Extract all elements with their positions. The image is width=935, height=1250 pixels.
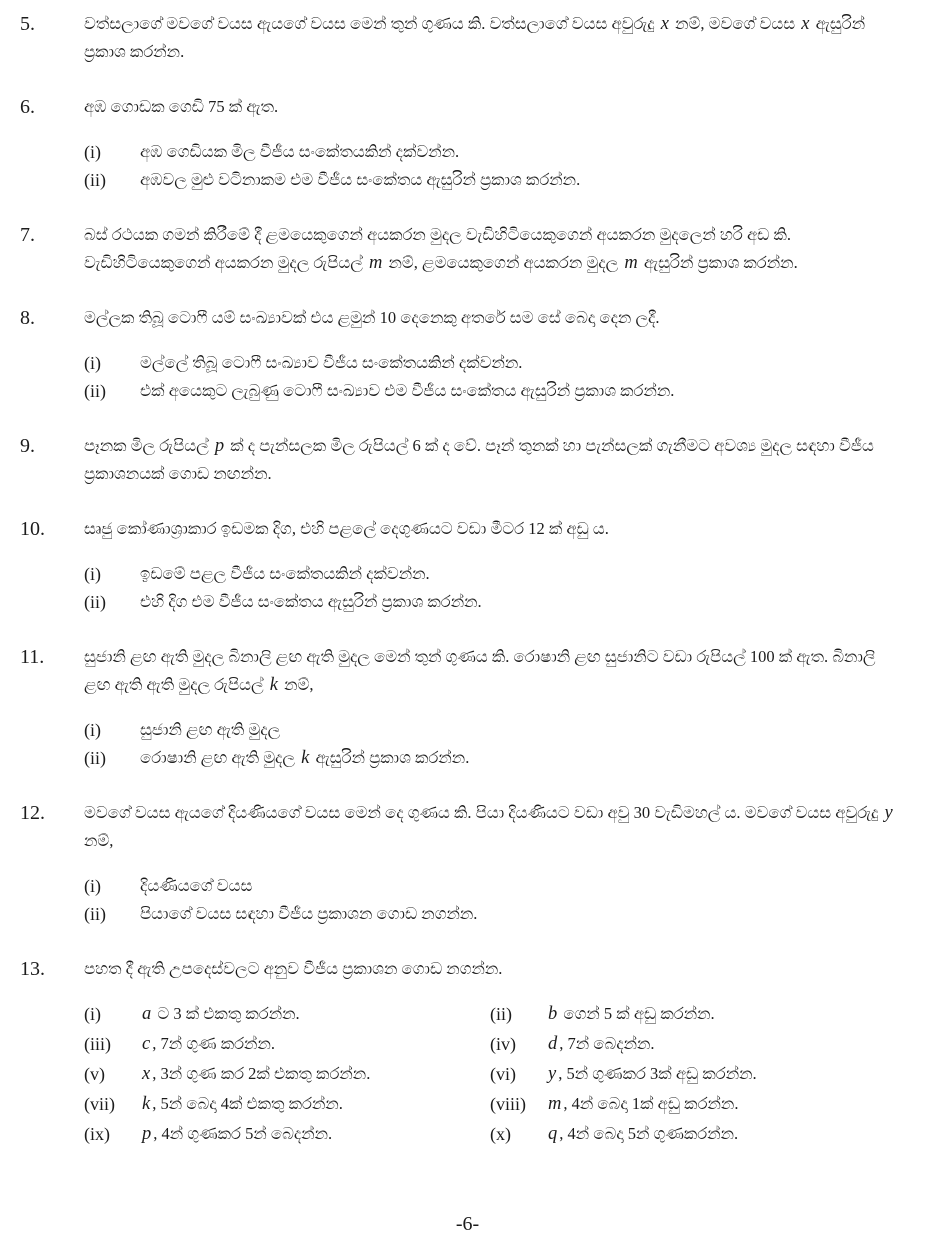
subitem-label: (iv) [490, 1034, 516, 1054]
subitem-label: (vii) [84, 1094, 115, 1114]
subitem-label: (viii) [490, 1094, 526, 1114]
subitem-text: පියාගේ වයස සඳහා වීජීය ප්‍රකාශන ගොඩ නගන්න. [140, 904, 478, 923]
subitem-text: d , 7න් බෙදන්න. [548, 1034, 655, 1054]
page-number: -6- [455, 1213, 480, 1235]
question-number: 7. [20, 224, 35, 246]
question-text: මවගේ වයස ඇයගේ දියණියගේ වයස මෙන් දෙ ගුණය කි. පියා දියණියට වඩා අවු 30 වැඩිමහල් ය. මවගේ වයස අවුරුදු y නම්, [84, 803, 893, 850]
question-text: මල්ලක තිබූ ටොෆී යම් සංඛ්‍යාවක් එය ළමුන් 10 දෙනෙකු අතරේ සම සේ බෙදා දෙන ලදී. [84, 308, 660, 327]
subitem-text: රොෂානි ළඟ ඇති මුදල k ඇසුරින් ප්‍රකාශ කරන්න. [140, 748, 470, 768]
subitem-label: (i) [84, 142, 101, 162]
variable: x [660, 14, 669, 34]
variable: p [142, 1124, 152, 1144]
question-number: 13. [20, 958, 45, 980]
subitem-label: (i) [84, 564, 101, 584]
subitem [490, 1060, 905, 1088]
subitem [84, 588, 905, 616]
subitem-text: c , 7න් ගුණ කරන්න. [142, 1034, 275, 1054]
subitem [84, 1090, 490, 1118]
subitem-label: (i) [84, 876, 101, 896]
subitem-label: (i) [84, 353, 101, 373]
variable: y [548, 1064, 557, 1084]
subitem-text: m , 4න් බෙදා 1ක් අඩු කරන්න. [548, 1094, 739, 1114]
subitem [490, 1030, 905, 1058]
subitem [84, 872, 905, 900]
variable: k [142, 1094, 151, 1114]
question-text: පෑනක මිල රුපියල් p ක් ද පැන්සලක මිල රුපියල් 6 ක් ද වේ. පෑන් තුනක් හා පැන්සලක් ගැනීමට අවශ්‍ය මුදල සඳහා වීජීය ප්‍රකාශනයක් ගොඩ නඟන්න. [84, 436, 874, 483]
question-9 [20, 432, 905, 488]
variable: m [624, 253, 638, 273]
subitem-text: එහි දිග එම වීජීය සංකේතය ඇසුරින් ප්‍රකාශ කරන්න. [140, 592, 482, 611]
subitem-label: (x) [490, 1124, 511, 1144]
subitem-text: b ගෙන් 5 ක් අඩු කරන්න. [548, 1004, 715, 1024]
subitem-label: (ii) [84, 904, 106, 924]
subitem [84, 166, 905, 194]
subitem [84, 1060, 490, 1088]
subitem [84, 900, 905, 928]
subitem-text: ඉඩමේ පළල වීජීය සංකේතයකින් දක්වන්න. [140, 564, 430, 583]
question-6 [20, 93, 905, 194]
question-number: 8. [20, 307, 35, 329]
subitem [490, 1090, 905, 1118]
question-13-grid [84, 1000, 905, 1148]
subitem-text: x , 3න් ගුණ කර 2ක් එකතු කරන්න. [142, 1064, 371, 1084]
variable: a [142, 1004, 152, 1024]
subitem-label: (ii) [84, 592, 106, 612]
question-number: 12. [20, 802, 45, 824]
question-10 [20, 515, 905, 616]
question-12 [20, 799, 905, 928]
subitem-label: (iii) [84, 1034, 111, 1054]
subitem-label: (i) [84, 1004, 101, 1024]
variable: m [368, 253, 383, 273]
subitem [490, 1120, 905, 1148]
subitem [490, 1000, 905, 1028]
question-7 [20, 221, 905, 277]
question-13 [20, 955, 905, 1148]
question-5 [20, 10, 905, 66]
subitem-label: (ii) [84, 170, 106, 190]
subitem-text: p , 4න් ගුණකර 5න් බෙදන්න. [142, 1124, 333, 1144]
subitem [84, 349, 905, 377]
subitem-label: (ix) [84, 1124, 110, 1144]
variable: y [884, 803, 893, 823]
subitem-text: a ට 3 ක් එකතු කරන්න. [142, 1004, 300, 1024]
subitem-text: y , 5න් ගුණකර 3ක් අඩු කරන්න. [548, 1064, 757, 1084]
question-11 [20, 643, 905, 772]
subitem-text: මල්ලේ තිබූ ටොෆී සංඛ්‍යාව වීජීය සංකේතයකින් දක්වන්න. [140, 353, 523, 372]
variable: k [301, 748, 310, 768]
subitem-text: අඹවල මුළු වටිනාකම එම වීජීය සංකේතය ඇසුරින් ප්‍රකාශ කරන්න. [140, 170, 581, 189]
variable: k [269, 675, 278, 695]
subitem-text: q , 4න් බෙදා 5න් ගුණකරන්න. [548, 1124, 739, 1144]
variable: m [548, 1094, 562, 1114]
variable: b [548, 1004, 558, 1024]
question-text: බස් රථයක ගමන් කිරීමේ දී ළමයෙකුගෙන් අයකරන මුදල වැඩිහිටියෙකුගෙන් අයකරන මුදලෙන් හරි අඩ කි. වැඩිහිටියෙකුගෙන් අයකරන මුදල රුපියල් m නම්, ළමයෙකුගෙන් අයකරන මුදල m ඇසුරින් ප්‍රකාශ කරන්න. [84, 225, 798, 273]
subitem [84, 138, 905, 166]
question-text: අඹ ගොඩක ගෙඩි 75 ක් ඇත. [84, 97, 279, 116]
variable: x [142, 1064, 151, 1084]
question-number: 6. [20, 96, 35, 118]
subitem [84, 716, 905, 744]
subitem-text: එක් අයෙකුට ලැබුණු ටොෆී සංඛ්‍යාව එම වීජීය සංකේතය ඇසුරින් ප්‍රකාශ කරන්න. [140, 381, 675, 400]
subitem-label: (v) [84, 1064, 105, 1084]
question-number: 11. [20, 646, 45, 668]
subitem [84, 1030, 490, 1058]
variable: d [548, 1034, 558, 1054]
subitem-text: සුජානි ළඟ ඇති මුදල [140, 720, 281, 739]
question-number: 5. [20, 13, 35, 35]
question-number: 9. [20, 435, 35, 457]
variable: c [142, 1034, 151, 1054]
subitem-text: k , 5න් බෙදා 4ක් එකතු කරන්න. [142, 1094, 343, 1114]
subitem-label: (ii) [84, 748, 106, 768]
subitem [84, 1000, 490, 1028]
subitem [84, 744, 905, 772]
subitem-text: දියණියගේ වයස [140, 876, 253, 895]
variable: x [801, 14, 810, 34]
question-text: පහත දී ඇති උපදෙස්වලට අනුව වීජීය ප්‍රකාශන ගොඩ නගන්න. [84, 959, 503, 978]
question-number: 10. [20, 518, 45, 540]
subitem-label: (ii) [490, 1004, 512, 1024]
subitem-label: (vi) [490, 1064, 516, 1084]
subitem [84, 560, 905, 588]
variable: p [214, 436, 225, 456]
subitem [84, 377, 905, 405]
question-text: වත්සලාගේ මවගේ වයස ඇයගේ වයස මෙන් තුන් ගුණය කි. වත්සලාගේ වයස අවුරුදු x නම්, මවගේ වයස x ඇසුරින් ප්‍රකාශ කරන්න. [84, 14, 866, 61]
subitem-label: (ii) [84, 381, 106, 401]
subitem-label: (i) [84, 720, 101, 740]
subitem [84, 1120, 490, 1148]
question-8 [20, 304, 905, 405]
subitem-text: අඹ ගෙඩියක මිල වීජීය සංකේතයකින් දක්වන්න. [140, 142, 460, 161]
question-text: සුජානි ළඟ ඇති මුදල බිනාලි ළඟ ඇති මුදල මෙන් තුන් ගුණය කි. රොෂානි ළඟ සුජානිට වඩා රුපියල් 100 ක් ඇත. බිනාලි ළඟ ඇති ඇති මුදල රුපියල් k නම්, [84, 647, 876, 695]
question-text: සෘජු කෝණාශ්‍රාකාර ඉඩමක දිග, එහි පළලේ දෙගුණයට වඩා මීටර 12 ක් අඩු ය. [84, 519, 609, 538]
variable: q [548, 1124, 558, 1144]
